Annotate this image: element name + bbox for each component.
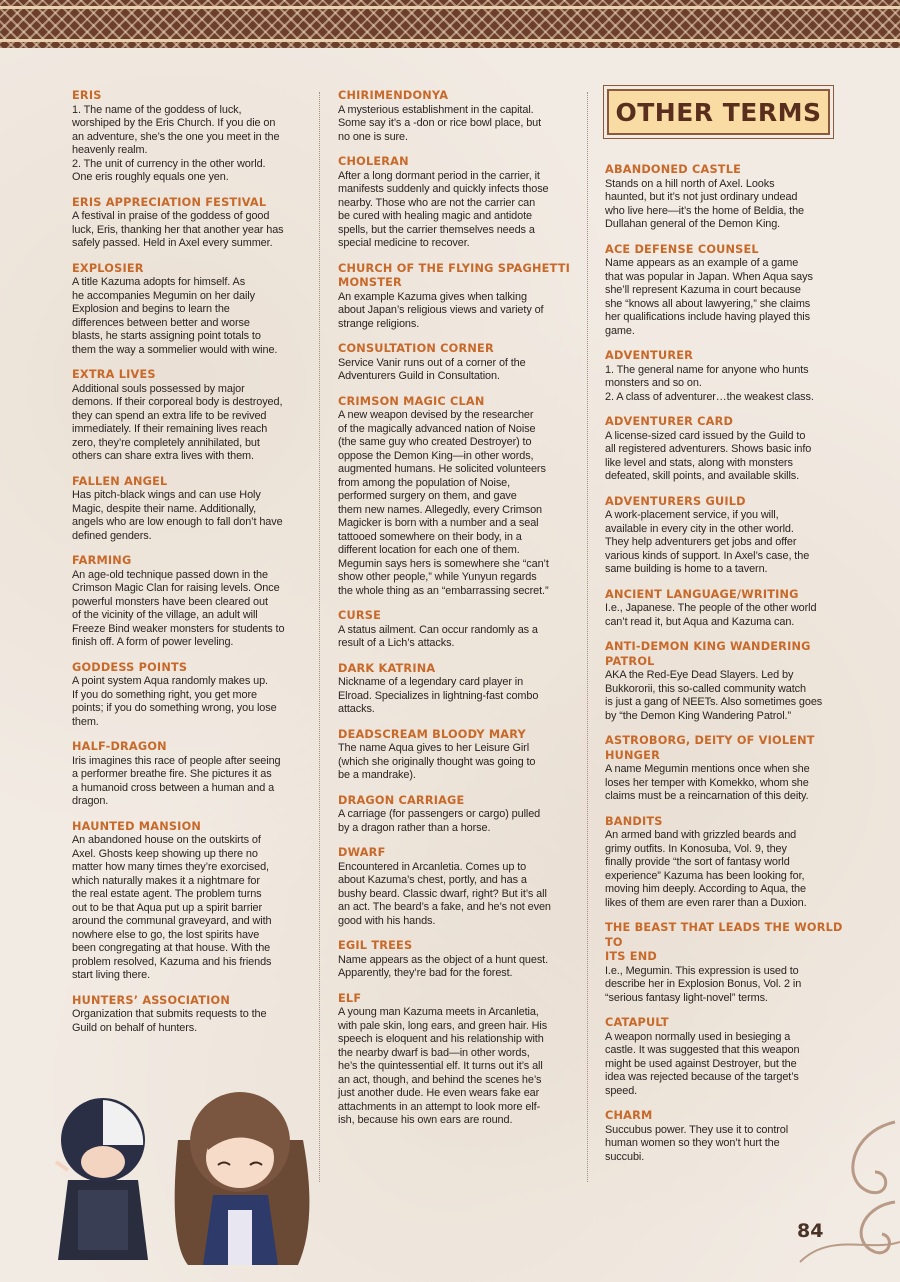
glossary-entry (605, 349, 855, 404)
glossary-term: CHARM (605, 1109, 653, 1122)
chibi-character-girl (175, 1092, 310, 1265)
glossary-entry (605, 1016, 855, 1098)
glossary-definition: AKA the Red-Eye Dead Slayers. Led by Bukkororii, this so-called community watch is just a gang of NEETs. Also sometimes goes by “the Demon King Wandering Patrol.” (605, 669, 823, 722)
glossary-term: ERIS APPRECIATION FESTIVAL (72, 195, 267, 209)
glossary-entry (72, 661, 322, 730)
glossary-term: CATAPULT (605, 1016, 669, 1029)
glossary-definition: An abandoned house on the outskirts of Axel. Ghosts keep showing up there no matter how many times they’re exorcised, which naturally makes it a nightmare for the real estate agent. The problem turns out to be that Aqua put up a spirit barrier around the communal graveyard, and with nowhere else to go, the lost spirits have been congregating at that house. With the problem resolved, Kazuma and his friends start living there. (72, 834, 272, 981)
glossary-term: FALLEN ANGEL (72, 474, 168, 488)
glossary-definition: A new weapon devised by the researcher of the magically advanced nation of Noise (the same guy who created Destroyer) to oppose the Demon King—in other words, augmented humans. He solicited volunteers from among the population of Noise, performed surgery on them, and gave them new names. Allegedly, every Crimson Magicker is born with a number and a seal tattooed somewhere on their body, in a different location for each one of them. Megumin says hers is somewhere she “can’t show other people,” while Yunyun regards the whole thing as an “embarrassing secret.” (338, 409, 549, 597)
glossary-definition: A point system Aqua randomly makes up. If you do something right, you get more points; if you do something wrong, you lose them. (72, 675, 277, 728)
glossary-entry (605, 640, 855, 723)
glossary-definition: Name appears as the object of a hunt quest. Apparently, they’re bad for the forest. (338, 953, 549, 979)
glossary-entry (72, 554, 322, 650)
glossary-entry (605, 734, 855, 804)
glossary-definition: A work-placement service, if you will, available in every city in the other world. They help adventurers get jobs and offer various kinds of support. In Axel’s case, the same building is home to a tavern. (605, 509, 810, 575)
glossary-term: DARK KATRINA (338, 661, 436, 675)
glossary-entry (72, 89, 322, 185)
glossary-entry (338, 662, 588, 717)
glossary-entry (338, 794, 588, 836)
glossary-entry (605, 588, 855, 630)
glossary-definition: An armed band with grizzled beards and grimy outfits. In Konosuba, Vol. 9, they finally provide “the sort of fantasy world experience” Kazuma has been looking for, moving him deeply. According to Aqua, the likes of them are even rarer than a Duxion. (605, 829, 807, 909)
glossary-entry (338, 262, 588, 332)
glossary-column-1 (72, 89, 322, 1046)
glossary-entry (605, 163, 855, 232)
glossary-entry (338, 992, 588, 1128)
section-title-banner (607, 89, 830, 135)
glossary-entry (72, 368, 322, 464)
glossary-definition: A title Kazuma adopts for himself. As he accompanies Megumin on her daily Explosion and begins to learn the differences between better and worse blasts, he starts assigning point totals to them the way a sommelier would with wine. (72, 276, 278, 356)
glossary-definition: Organization that submits requests to the Guild on behalf of hunters. (72, 1008, 267, 1034)
glossary-definition: Service Vanir runs out of a corner of the Adventurers Guild in Consultation. (338, 356, 526, 382)
glossary-column-3 (605, 163, 855, 1175)
glossary-definition: An example Kazuma gives when talking about Japan’s religious views and variety of strange religions. (338, 290, 544, 330)
chibi-characters-illustration (38, 1070, 328, 1270)
glossary-definition: A carriage (for passengers or cargo) pulled by a dragon rather than a horse. (338, 808, 541, 834)
glossary-definition: Encountered in Arcanletia. Comes up to about Kazuma’s chest, portly, and has a bushy beard. Classic dwarf, right? But it’s all an act. The beard’s a fake, and he’s not even good with his hands. (338, 860, 551, 927)
glossary-term: THE BEAST THAT LEADS THE WORLD TO ITS END (605, 921, 843, 963)
glossary-definition: Stands on a hill north of Axel. Looks haunted, but it’s not just ordinary undead who live here—it’s the home of Beldia, the Dullahan general of the Demon King. (605, 177, 805, 230)
glossary-definition: Nickname of a legendary card player in Elroad. Specializes in lightning-fast combo attacks. (338, 676, 539, 715)
glossary-entry (338, 609, 588, 651)
glossary-definition: A weapon normally used in besieging a castle. It was suggested that this weapon might be used against Destroyer, but the idea was rejected because of the target’s speed. (605, 1030, 800, 1097)
glossary-definition: A mysterious establishment in the capital. Some say it’s a -don or rice bowl place, but no one is sure. (338, 103, 542, 143)
glossary-term: DWARF (338, 846, 386, 859)
glossary-term: DRAGON CARRIAGE (338, 793, 465, 807)
glossary-entry (72, 262, 322, 358)
glossary-entry (338, 728, 588, 783)
glossary-definition: Additional souls possessed by major demons. If their corporeal body is destroyed, they can spend an extra life to be revived immediately. If their remaining lives reach zero, they’re completely annihilated, but others can share extra lives with them. (72, 382, 283, 462)
glossary-entry (72, 820, 322, 983)
glossary-term: ACE DEFENSE COUNSEL (605, 242, 759, 256)
glossary-term: ANTI-DEMON KING WANDERING PATROL (605, 640, 811, 668)
glossary-entry (338, 395, 588, 599)
glossary-entry (605, 243, 855, 339)
glossary-term: CRIMSON MAGIC CLAN (338, 394, 485, 408)
glossary-definition: A license-sized card issued by the Guild to all registered adventurers. Shows basic info like level and stats, along with monsters defeated, skill points, and available skills. (605, 429, 812, 482)
glossary-term: GODDESS POINTS (72, 660, 188, 674)
glossary-term: ELF (338, 991, 362, 1005)
glossary-term: CURSE (338, 609, 382, 622)
glossary-definition: I.e., Japanese. The people of the other world can’t read it, but Aqua and Kazuma can. (605, 602, 817, 628)
glossary-term: HALF-DRAGON (72, 740, 167, 753)
glossary-definition: A young man Kazuma meets in Arcanletia, with pale skin, long ears, and green hair. His speech is eloquent and his relationship with the nearby dwarf is bad—in other words, he’s the quintessential elf. It turns out it’s all an act, though, and behind the scenes he’s just another dude. He even wears fake ear attachments in an attempt to look more elf- ish, because his own ears are round. (338, 1006, 548, 1126)
glossary-term: HAUNTED MANSION (72, 819, 202, 833)
glossary-term: CONSULTATION CORNER (338, 342, 494, 355)
glossary-term: FARMING (72, 554, 132, 567)
glossary-definition: 1. The general name for anyone who hunts monsters and so on. 2. A class of adventurer…the weakest class. (605, 363, 814, 403)
glossary-term: ABANDONED CASTLE (605, 163, 742, 176)
glossary-definition: Succubus power. They use it to control human women so they won’t hurt the succubi. (605, 1123, 789, 1163)
glossary-term: ASTROBORG, DEITY OF VIOLENT HUNGER (605, 734, 815, 762)
glossary-entry (72, 994, 322, 1036)
glossary-definition: Has pitch-black wings and can use Holy Magic, despite their name. Additionally, angels who are low enough to fall don’t have defined genders. (72, 489, 283, 542)
glossary-term: ADVENTURERS GUILD (605, 494, 746, 508)
glossary-entry (605, 921, 855, 1005)
glossary-term: ERIS (72, 89, 102, 102)
decorative-top-border (0, 0, 900, 48)
glossary-entry (338, 155, 588, 251)
glossary-definition: A name Megumin mentions once when she loses her temper with Komekko, whom she claims must be a reincarnation of this deity. (605, 763, 810, 802)
section-title: OTHER TERMS (615, 97, 822, 127)
glossary-entry (338, 342, 588, 384)
glossary-entry (605, 415, 855, 484)
glossary-definition: The name Aqua gives to her Leisure Girl (which she originally thought was going to be a mandrake). (338, 742, 536, 781)
glossary-definition: A festival in praise of the goddess of good luck, Eris, thanking her that another year has safely passed. Held in Axel every summer. (72, 210, 284, 249)
glossary-term: EGIL TREES (338, 939, 413, 952)
glossary-entry (338, 89, 588, 144)
glossary-term: DEADSCREAM BLOODY MARY (338, 727, 526, 741)
glossary-definition: An age-old technique passed down in the Crimson Magic Clan for raising levels. Once powerful monsters have been cleared out of the vicinity of the village, an adult will Freeze Bind weaker monsters for students to finish off. A form of power leveling. (72, 568, 285, 648)
glossary-definition: Name appears as an example of a game that was popular in Japan. When Aqua says she’ll represent Kazuma in court because she “knows all about lawyering,” she claims her qualifications include having played this game. (605, 257, 813, 337)
glossary-term: HUNTERS’ ASSOCIATION (72, 993, 231, 1007)
glossary-term: ADVENTURER (605, 349, 694, 362)
glossary-term: CHURCH OF THE FLYING SPAGHETTI MONSTER (338, 261, 570, 289)
page-number: 84 (797, 1220, 824, 1242)
glossary-term: BANDITS (605, 814, 663, 828)
glossary-entry (72, 196, 322, 251)
glossary-entry (72, 740, 322, 809)
glossary-definition: I.e., Megumin. This expression is used to describe her in Explosion Bonus, Vol. 2 in “serious fantasy light-novel” terms. (605, 964, 802, 1004)
glossary-term: EXPLOSIER (72, 261, 144, 275)
chibi-character-masked (56, 1098, 148, 1260)
glossary-column-2 (338, 89, 588, 1139)
glossary-definition: Iris imagines this race of people after seeing a performer breathe fire. She pictures it as a humanoid cross between a human and a dragon. (72, 754, 281, 807)
glossary-entry (605, 815, 855, 911)
glossary-definition: After a long dormant period in the carrier, it manifests suddenly and quickly infects those nearby. Those who are not the carrier can be cured with healing magic and antidote spells, but the carrier themselves needs a special medicine to recover. (338, 169, 549, 249)
glossary-term: CHIRIMENDONYA (338, 89, 449, 102)
glossary-definition: A status ailment. Can occur randomly as a result of a Lich’s attacks. (338, 623, 538, 649)
glossary-term: CHOLERAN (338, 155, 409, 168)
glossary-term: EXTRA LIVES (72, 368, 156, 381)
decorative-swirl-ornament (790, 1112, 900, 1282)
glossary-entry (605, 495, 855, 577)
glossary-term: ADVENTURER CARD (605, 415, 734, 428)
glossary-entry (338, 939, 588, 981)
glossary-definition: 1. The name of the goddess of luck, worshiped by the Eris Church. If you die on an adventure, she’s the one you meet in the heavenly realm. 2. The unit of currency in the other world. One eris roughly equals one yen. (72, 103, 280, 183)
glossary-entry (72, 475, 322, 544)
glossary-entry (338, 846, 588, 928)
glossary-term: ANCIENT LANGUAGE/WRITING (605, 587, 799, 601)
